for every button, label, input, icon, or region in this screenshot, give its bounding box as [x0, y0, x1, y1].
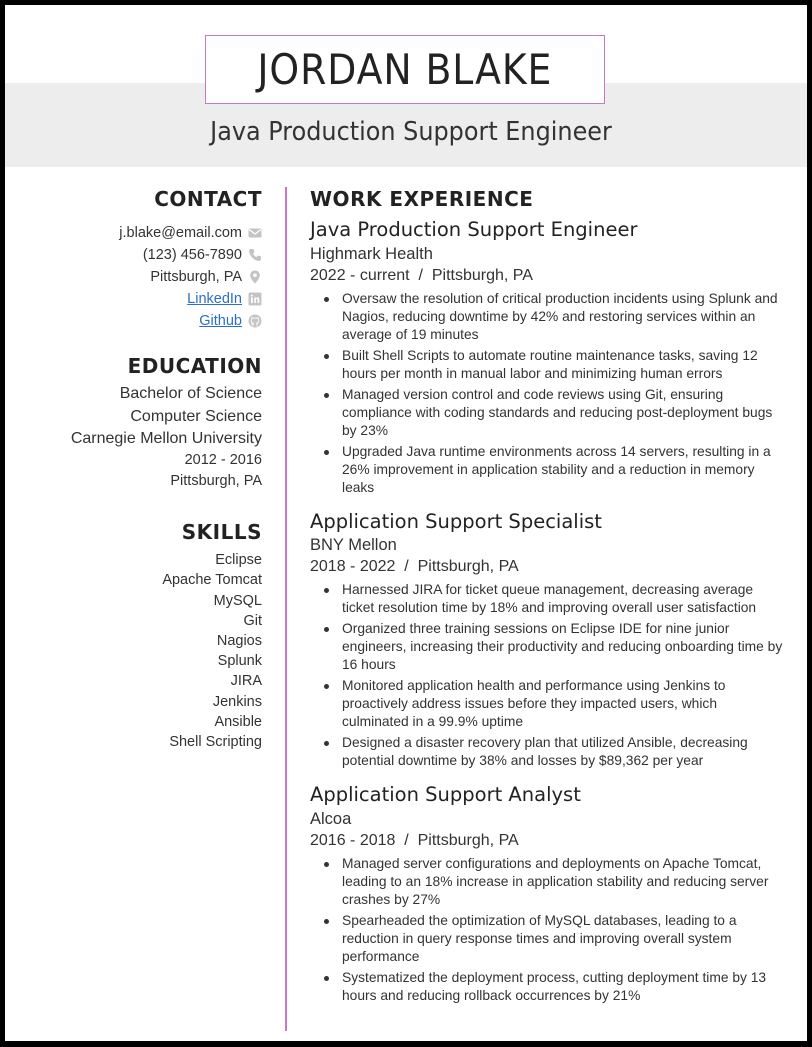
linkedin-link[interactable]: LinkedIn: [187, 291, 242, 307]
education-years: 2012 - 2016: [184, 452, 262, 468]
list-item: Organized three training sessions on Eclipse IDE for nine junior engineers, increasing their productivity and reducing onboarding time by 16 hours: [310, 620, 785, 674]
job-company: Highmark Health: [310, 245, 433, 263]
linkedin-icon: [248, 292, 262, 306]
candidate-name: JORDAN BLAKE: [257, 45, 553, 94]
field-of-study: Computer Science: [130, 408, 262, 425]
list-item: Managed version control and code reviews using Git, ensuring compliance with coding standards and reducing post-deployment bugs by 23%: [310, 386, 785, 440]
name-box: [205, 35, 605, 104]
skill-item: JIRA: [230, 673, 262, 689]
map-pin-icon: [248, 270, 262, 284]
job-meta: 2016 - 2018 / Pittsburgh, PA: [310, 832, 519, 849]
linkedin-row[interactable]: [187, 289, 262, 309]
skill-item: Eclipse: [215, 552, 262, 568]
job-meta: 2022 - current / Pittsburgh, PA: [310, 267, 533, 284]
list-item: Oversaw the resolution of critical production incidents using Splunk and Nagios, reducing downtime by 42% and restoring services within an average of 19 minutes: [310, 290, 785, 344]
skill-item: Git: [243, 613, 262, 629]
job-role: Application Support Analyst: [310, 783, 581, 806]
skill-item: Apache Tomcat: [162, 572, 262, 588]
job-role: Java Production Support Engineer: [310, 218, 638, 241]
list-item: Monitored application health and performance using Jenkins to proactively address issues before they impacted users, which culminated in a 99.9% uptime: [310, 677, 785, 731]
skill-item: Ansible: [214, 714, 262, 730]
phone-row: [143, 245, 262, 265]
resume-page: [5, 5, 807, 1041]
skill-item: Nagios: [216, 633, 262, 649]
job-meta: 2018 - 2022 / Pittsburgh, PA: [310, 558, 519, 575]
location-text: Pittsburgh, PA: [150, 269, 242, 285]
skills-heading: SKILLS: [181, 520, 262, 544]
phone-icon: [248, 248, 262, 262]
list-item: Upgraded Java runtime environments across 14 servers, resulting in a 26% improvement in application stability and a reduction in memory leaks: [310, 443, 785, 497]
contact-heading: CONTACT: [154, 187, 262, 211]
email-text: j.blake@email.com: [119, 225, 242, 241]
job-bullets: [310, 581, 785, 773]
list-item: Spearheaded the optimization of MySQL databases, leading to a reduction in query response times and improving overall system performance: [310, 912, 785, 966]
education-heading: EDUCATION: [127, 354, 262, 378]
job-title: Java Production Support Engineer: [210, 117, 612, 147]
list-item: Managed server configurations and deployments on Apache Tomcat, leading to an 18% increase in application stability and reducing server crashes by 27%: [310, 855, 785, 909]
work-experience-heading: WORK EXPERIENCE: [310, 187, 534, 211]
job-company: Alcoa: [310, 810, 352, 828]
list-item: Harnessed JIRA for ticket queue management, decreasing average ticket resolution time by 18% and improving overall user satisfaction: [310, 581, 785, 617]
location-row: [150, 267, 262, 287]
github-link[interactable]: Github: [199, 313, 242, 329]
list-item: Built Shell Scripts to automate routine maintenance tasks, saving 12 hours per month in manual labor and minimizing human errors: [310, 347, 785, 383]
job-company: BNY Mellon: [310, 536, 397, 554]
skill-item: Shell Scripting: [169, 734, 262, 750]
github-icon: [248, 314, 262, 328]
skill-item: Splunk: [217, 653, 262, 669]
column-divider: [285, 187, 287, 1031]
list-item: Designed a disaster recovery plan that utilized Ansible, decreasing potential downtime by 38% and losses by $89,362 per year: [310, 734, 785, 770]
education-location: Pittsburgh, PA: [170, 473, 262, 489]
email-row: [119, 223, 262, 243]
github-row[interactable]: [199, 311, 262, 331]
skill-item: Jenkins: [212, 694, 262, 710]
school-name: Carnegie Mellon University: [70, 430, 262, 447]
skill-item: MySQL: [213, 593, 262, 609]
job-role: Application Support Specialist: [310, 510, 602, 533]
job-bullets: [310, 290, 785, 500]
degree: Bachelor of Science: [119, 385, 262, 402]
job-bullets: [310, 855, 785, 1008]
list-item: Systematized the deployment process, cutting deployment time by 13 hours and reducing rollback occurrences by 21%: [310, 969, 785, 1005]
phone-text: (123) 456-7890: [142, 247, 242, 263]
envelope-icon: [248, 226, 262, 240]
